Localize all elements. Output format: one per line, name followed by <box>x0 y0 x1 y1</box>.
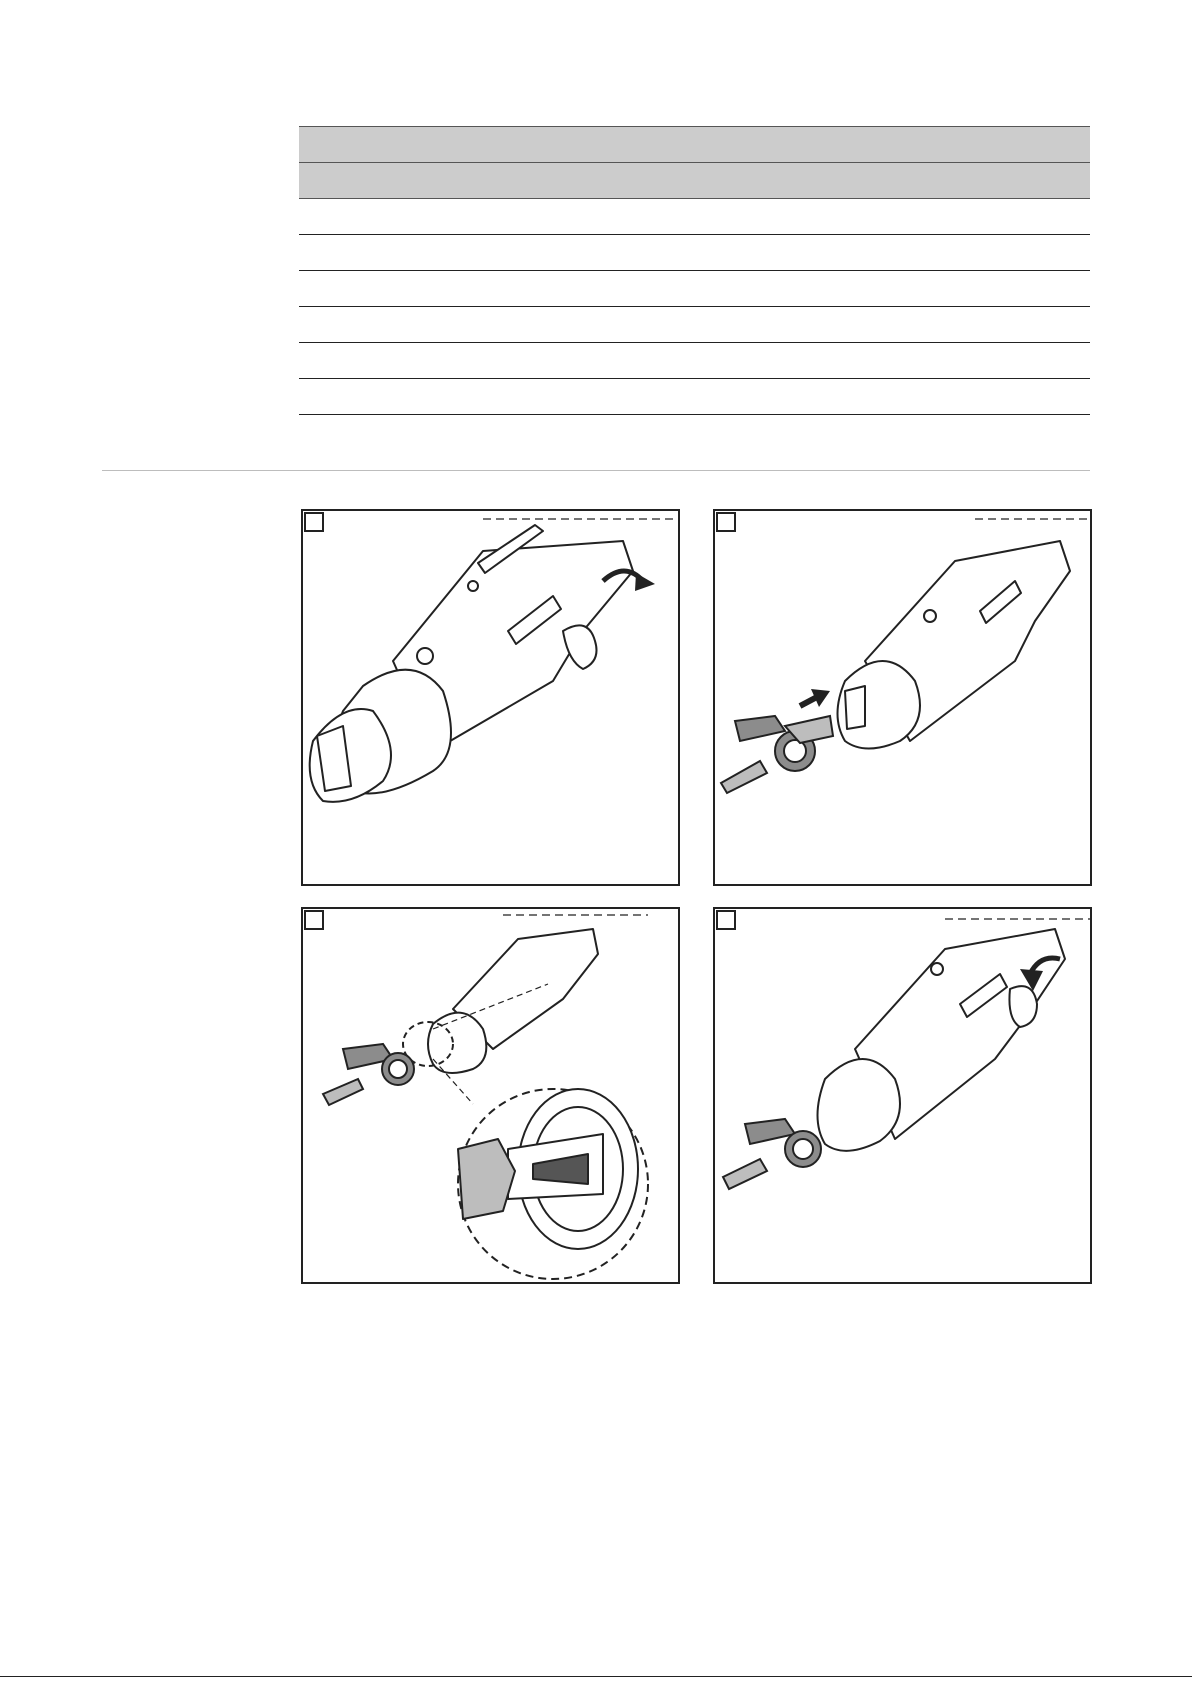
push-arrow-icon <box>800 689 830 707</box>
table-cell <box>299 307 695 343</box>
cleaning-tool-icon <box>721 716 833 793</box>
figure-step-4 <box>713 907 1092 1284</box>
cleaning-tool-icon <box>723 1119 821 1189</box>
table-cell <box>299 235 695 271</box>
table-row <box>299 235 1090 271</box>
figure-step-2 <box>713 509 1092 886</box>
cleaning-tool-icon <box>323 1044 414 1105</box>
table-row <box>299 199 1090 235</box>
table-cell <box>299 343 695 379</box>
torch-illustration <box>303 909 680 1284</box>
table-header-cell <box>299 163 695 199</box>
table-row <box>299 343 1090 379</box>
table-row <box>299 271 1090 307</box>
table-header-cell <box>695 127 1091 163</box>
table-cell <box>695 271 1091 307</box>
figure-step-1 <box>301 509 680 886</box>
table-header-cell <box>695 163 1091 199</box>
section-divider <box>102 470 1090 471</box>
table-cell <box>695 379 1091 415</box>
torch-illustration <box>715 511 1092 886</box>
table-cell <box>299 379 695 415</box>
table-row <box>299 379 1090 415</box>
table-cell <box>695 343 1091 379</box>
table-cell <box>299 271 695 307</box>
torch-illustration <box>715 909 1092 1284</box>
data-table <box>299 126 1090 415</box>
table-row <box>299 307 1090 343</box>
table-header-cell <box>299 127 695 163</box>
figure-step-3 <box>301 907 680 1284</box>
table-cell <box>695 307 1091 343</box>
footer-rule <box>0 1676 1192 1677</box>
table-cell <box>695 199 1091 235</box>
table-cell <box>695 235 1091 271</box>
table-header-row <box>299 163 1090 199</box>
torch-illustration <box>303 511 680 886</box>
table-header-row <box>299 127 1090 163</box>
table-cell <box>299 199 695 235</box>
